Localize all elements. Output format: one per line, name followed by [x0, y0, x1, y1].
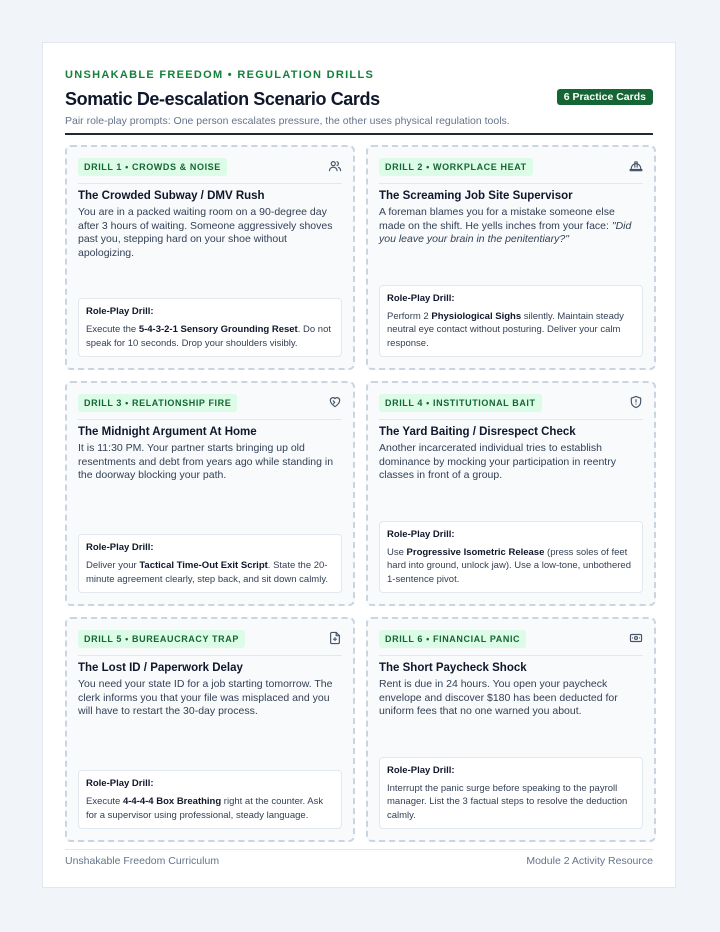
scenario-description: You are in a packed waiting room on a 90-degree day after 3 hours of waiting. Someone aggressively shoves past you, stepping hard on your shoe without apologizing.: [78, 206, 333, 259]
card-header: [379, 157, 643, 184]
people-icon: [328, 159, 342, 173]
role-play-box: [78, 770, 342, 829]
role-play-label: Role-Play Drill:: [86, 542, 154, 553]
role-play-box: [379, 757, 643, 830]
page-subtitle: Pair role-play prompts: One person escalates pressure, the other uses physical regulation tools.: [65, 115, 510, 127]
worksheet-page: [42, 42, 676, 888]
title-row: [65, 89, 653, 111]
role-play-instructions: Perform 2 Physiological Sighs silently. Maintain steady neutral eye contact without posturing. Deliver your calm response.: [387, 310, 624, 349]
drill-tag: DRILL 2 • WORKPLACE HEAT: [379, 158, 533, 176]
page-title: Somatic De-escalation Scenario Cards: [65, 89, 380, 109]
role-play-box: [78, 298, 342, 357]
page-kicker: UNSHAKABLE FREEDOM • REGULATION DRILLS: [65, 69, 375, 81]
card-header: [379, 393, 643, 420]
drill-tag: DRILL 6 • FINANCIAL PANIC: [379, 630, 526, 648]
scenario-card: [65, 617, 355, 842]
role-play-instructions: Interrupt the panic surge before speaking to the payroll manager. List the 3 factual steps to resolve the deduction calmly.: [387, 782, 628, 821]
role-play-box: [379, 285, 643, 358]
drill-tag: DRILL 1 • CROWDS & NOISE: [78, 158, 227, 176]
card-header: [379, 629, 643, 656]
shield-icon: [629, 395, 643, 409]
role-play-label: Role-Play Drill:: [387, 528, 455, 540]
role-play-box: [78, 534, 342, 593]
page-footer: [65, 855, 653, 867]
role-play-instructions: Deliver your Tactical Time-Out Exit Script. State the 20-minute agreement clearly, step back, and sit down calmly.: [86, 560, 329, 585]
scenario-description: It is 11:30 PM. Your partner starts bringing up old resentments and debt from years ago while standing in the doorway blocking your path.: [78, 442, 334, 481]
role-play-box: [379, 521, 643, 594]
page-header: [65, 69, 653, 127]
role-play-instructions: Execute the 5-4-3-2-1 Sensory Grounding Reset. Do not speak for 10 seconds. Drop your shoulders visibly.: [86, 324, 331, 349]
role-play-label: Role-Play Drill:: [86, 778, 154, 789]
header-divider: [65, 133, 653, 135]
role-play-label: Role-Play Drill:: [86, 306, 154, 317]
card-header: [78, 629, 342, 656]
scenario-title: The Short Paycheck Shock: [379, 662, 527, 674]
document-icon: [328, 631, 342, 645]
scenario-card: [65, 381, 355, 606]
drill-tag: DRILL 4 • INSTITUTIONAL BAIT: [379, 394, 542, 412]
role-play-label: Role-Play Drill:: [387, 764, 455, 776]
card-count-badge: 6 Practice Cards: [557, 89, 653, 105]
scenario-description: You need your state ID for a job starting tomorrow. The clerk informs you that your file was misplaced and you will have to restart the 30-day process.: [78, 678, 333, 717]
role-play-instructions: Execute 4-4-4-4 Box Breathing right at the counter. Ask for a supervisor using professional, steady language.: [86, 796, 324, 821]
scenario-description: A foreman blames you for a mistake someone else made on the shift. He yells inches from your face: "Did you leave your brain in the penitentiary?": [379, 206, 632, 245]
scenario-description: Rent is due in 24 hours. You open your paycheck envelope and discover $180 has been deducted for uniform fees that no one warned you about.: [379, 678, 618, 717]
scenario-card: [366, 617, 656, 842]
scenario-title: The Screaming Job Site Supervisor: [379, 190, 573, 202]
heart-icon: [328, 395, 342, 409]
hard-hat-icon: [629, 159, 643, 173]
footer-module: Module 2 Activity Resource: [526, 855, 653, 867]
card-header: [78, 393, 342, 420]
footer-divider: [65, 849, 653, 850]
card-header: [78, 157, 342, 184]
scenario-card: [366, 381, 656, 606]
drill-tag: DRILL 3 • RELATIONSHIP FIRE: [78, 394, 237, 412]
scenario-title: The Crowded Subway / DMV Rush: [78, 190, 265, 202]
drill-tag: DRILL 5 • BUREAUCRACY TRAP: [78, 630, 245, 648]
footer-curriculum: Unshakable Freedom Curriculum: [65, 855, 220, 867]
scenario-description: Another incarcerated individual tries to establish dominance by mocking your participation in reentry classes in front of a group.: [379, 442, 616, 481]
role-play-instructions: Use Progressive Isometric Release (press soles of feet hard into ground, unlock jaw). Use a low-tone, unbothered 1-sentence pivot.: [387, 546, 631, 585]
role-play-label: Role-Play Drill:: [387, 292, 455, 304]
scenario-card: [366, 145, 656, 370]
scenario-title: The Yard Baiting / Disrespect Check: [379, 426, 576, 438]
scenario-title: The Midnight Argument At Home: [78, 426, 257, 438]
scenario-card: [65, 145, 355, 370]
scenario-title: The Lost ID / Paperwork Delay: [78, 662, 243, 674]
cash-icon: [629, 631, 643, 645]
